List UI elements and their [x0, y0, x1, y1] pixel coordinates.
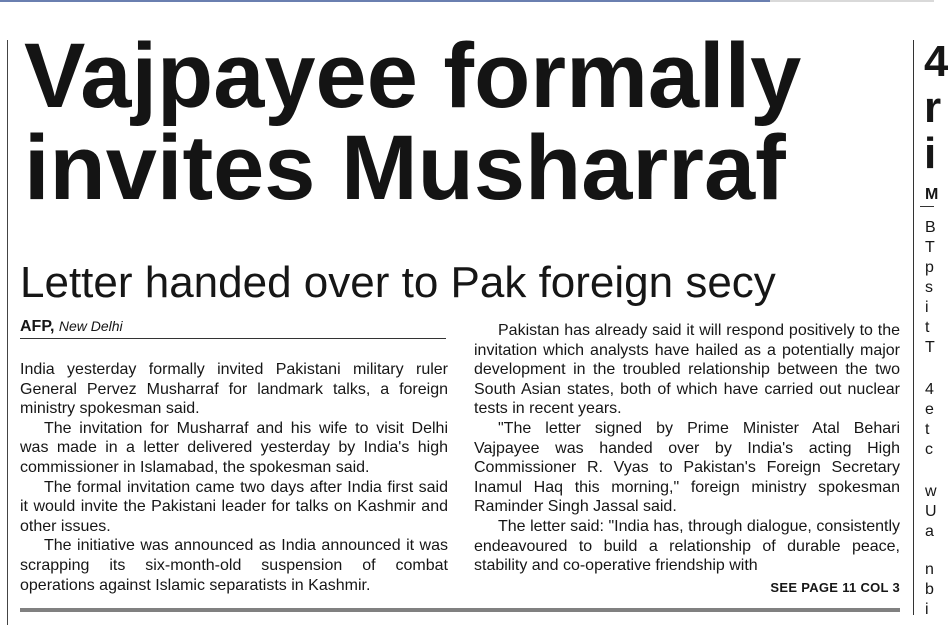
adjacent-byline-fragment: M	[925, 186, 939, 203]
adjacent-text-fragment: n	[925, 561, 934, 578]
adjacent-text-fragment: B	[925, 219, 936, 236]
adjacent-text-fragment: t	[925, 319, 930, 336]
top-rule	[0, 0, 770, 2]
left-column-border	[7, 40, 8, 625]
paragraph: Pakistan has already said it will respond positively to the invitation which analysts have hailed as a potentially major development in the troubled relationship between the two South Asian states, both of which have carried out nuclear tests in recent years.	[474, 322, 900, 418]
adjacent-text-fragment: w	[925, 483, 937, 500]
subheadline: Letter handed over to Pak foreign secy	[20, 258, 776, 307]
bottom-rule	[20, 608, 900, 612]
adjacent-text-fragment: U	[925, 503, 937, 520]
adjacent-text-fragment: a	[925, 523, 934, 540]
byline-agency: AFP,	[20, 318, 55, 335]
adjacent-story-fragment	[920, 37, 948, 629]
column-divider	[913, 40, 914, 615]
headline: Vajpayee formally invites Musharraf	[24, 25, 802, 219]
continuation-note: SEE PAGE 11 COL 3	[770, 580, 900, 595]
adjacent-text-fragment: i	[925, 601, 929, 618]
adjacent-text-fragment: 4	[925, 381, 934, 398]
adjacent-byline-rule	[920, 206, 934, 207]
adjacent-headline-fragment: r	[924, 83, 942, 132]
adjacent-headline-fragment: 4	[924, 37, 948, 86]
adjacent-text-fragment: e	[925, 401, 934, 418]
paragraph: India yesterday formally invited Pakistani military ruler General Pervez Musharraf for landmark talks, a foreign ministry spokesman said.	[20, 361, 448, 418]
adjacent-text-fragment: c	[925, 441, 933, 458]
paragraph: "The letter signed by Prime Minister Atal Behari Vajpayee was handed over by India's acting High Commissioner R. Vyas to Pakistan's Foreign Secretary Inamul Haq this morning," foreign ministry spokesman Raminder Singh Jassal said.	[474, 419, 900, 516]
paragraph: The letter said: "India has, through dialogue, consistently endeavoured to build a relationship of durable peace, stability and co-operative friendship with	[474, 517, 900, 575]
adjacent-text-fragment: t	[925, 421, 930, 438]
article-column-right	[474, 321, 900, 576]
adjacent-text-fragment: s	[925, 279, 933, 296]
article-column-left	[20, 360, 448, 595]
byline-dateline: New Delhi	[58, 318, 123, 334]
adjacent-text-fragment: b	[925, 581, 934, 598]
byline	[20, 318, 446, 339]
adjacent-text-fragment: T	[925, 339, 935, 356]
adjacent-text-fragment: T	[925, 239, 935, 256]
paragraph: The formal invitation came two days after India first said it would invite the Pakistani leader for talks on Kashmir and other issues.	[20, 478, 448, 535]
paragraph: The invitation for Musharraf and his wife to visit Delhi was made in a letter delivered yesterday by India's high commissioner in Islamabad, the spokesman said.	[20, 419, 448, 476]
adjacent-headline-fragment: i	[924, 129, 937, 178]
adjacent-text-fragment: p	[925, 259, 934, 276]
paragraph: The initiative was announced as India announced it was scrapping its six-month-old suspension of combat operations against Islamic separatists in Kashmir.	[20, 537, 448, 594]
adjacent-text-fragment: i	[925, 299, 929, 316]
top-rule-right	[770, 0, 934, 2]
